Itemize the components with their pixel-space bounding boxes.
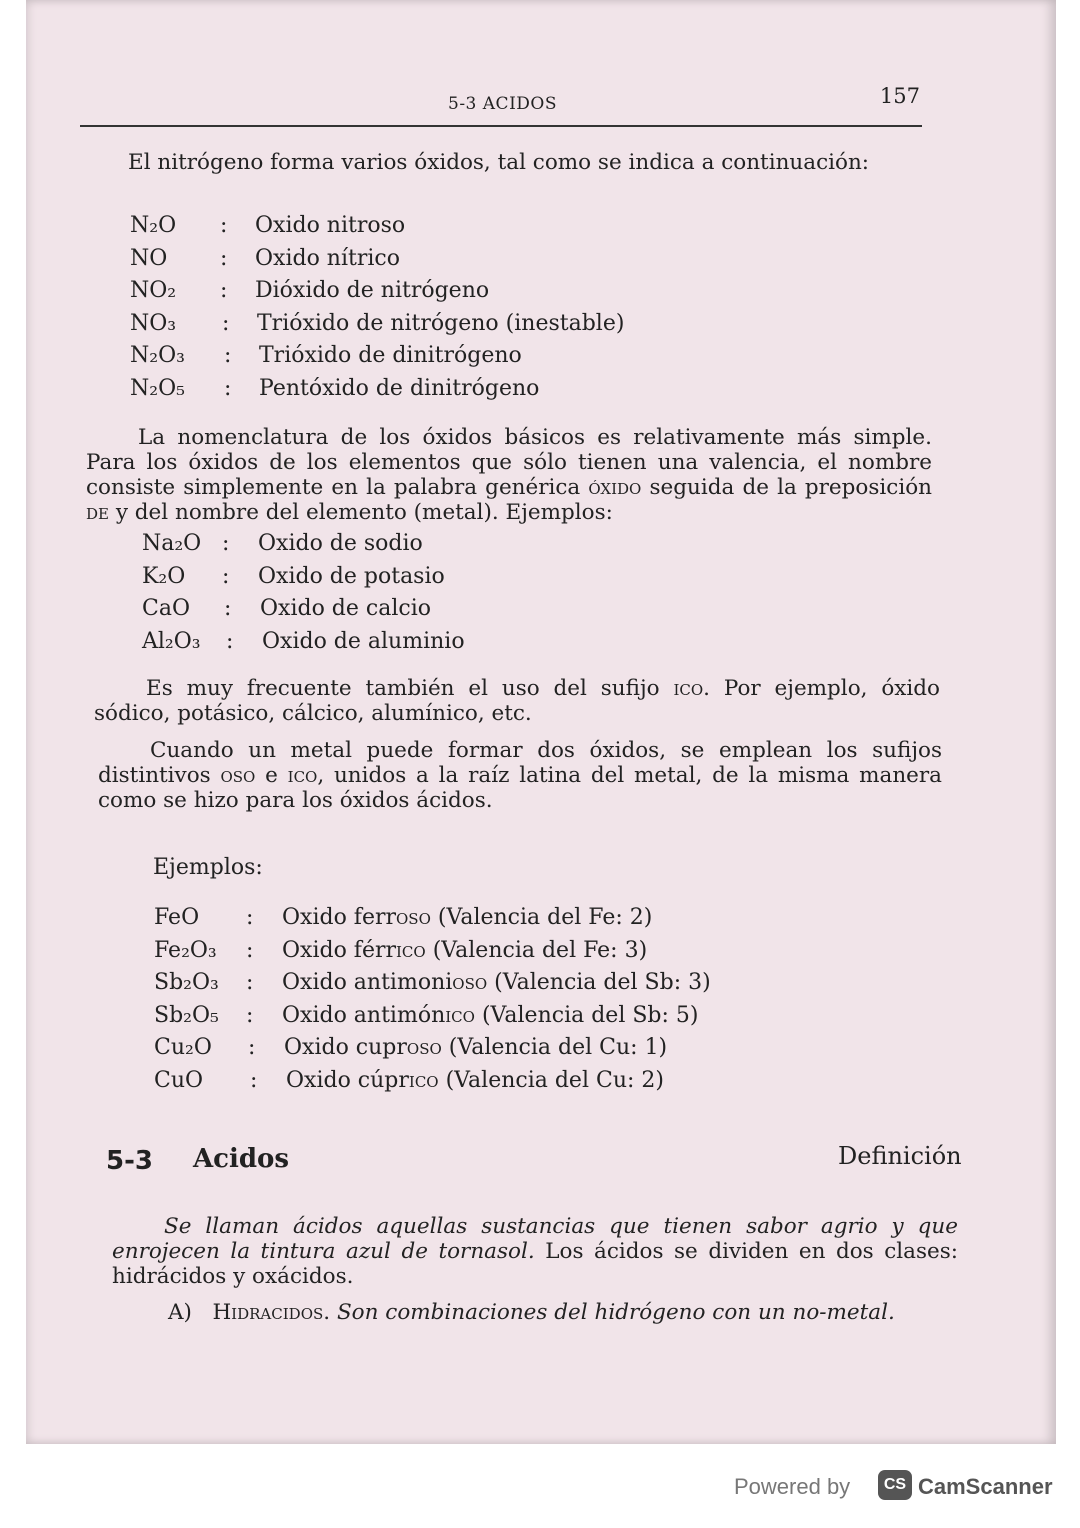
- metal-oxide-list: [154, 905, 854, 1100]
- formula: Na₂O: [142, 531, 202, 556]
- list-item: FeO : Oxido ferroso (Valencia del Fe: 2): [154, 905, 653, 930]
- keyword-oxido: óxido: [588, 475, 642, 500]
- list-item: NO₃ : Trióxido de nitrógeno (inestable): [130, 310, 625, 336]
- formula: NO₃: [130, 310, 177, 336]
- oxide-name: Oxido nitroso: [255, 213, 406, 238]
- header-rule: [80, 80, 922, 127]
- definition-italic: Se llaman ácidos aquellas sustancias que tienen sabor agrio y que enrojecen la tintura azul de tornasol.: [112, 1214, 958, 1264]
- list-item: Na₂O : Oxido de sodio: [142, 531, 423, 556]
- camscanner-logo-icon: CS: [878, 1470, 912, 1500]
- formula: N₂O₅: [130, 375, 185, 401]
- nomenclature-paragraph: La nomenclatura de los óxidos básicos es relativamente más simple. Para los óxidos de los elementos que sólo tienen una valencia, el nombre consiste simplemente en la palabra genérica óxido seguida de la preposición de y del nombre del elemento (metal). Ejemplos:: [86, 425, 932, 525]
- oso-ico-paragraph: Cuando un metal puede formar dos óxidos, se emplean los sufijos distintivos oso e ico, unidos a la raíz latina del metal, de la misma manera como se hizo para los óxidos ácidos.: [98, 738, 942, 813]
- keyword-hidracidos: Hidracidos.: [212, 1300, 331, 1325]
- page-number: 157: [879, 84, 920, 108]
- oxide-name: Oxido antimonioso (Valencia del Sb: 3): [282, 970, 711, 995]
- camscanner-brand: CamScanner: [918, 1474, 1053, 1499]
- oxide-name: Oxido de sodio: [258, 531, 423, 556]
- oxide-name: Trióxido de nitrógeno (inestable): [257, 310, 625, 336]
- formula: Fe₂O₃: [154, 937, 217, 963]
- formula: CuO: [154, 1067, 204, 1093]
- formula: K₂O: [142, 563, 186, 589]
- ico-paragraph: Es muy frecuente también el uso del sufijo ico. Por ejemplo, óxido sódico, potásico, cálcico, alumínico, etc.: [94, 676, 940, 726]
- formula: FeO: [154, 905, 200, 930]
- nitrogen-oxide-list: [130, 213, 830, 408]
- formula: Sb₂O₅: [154, 1002, 219, 1028]
- list-item: N₂O : Oxido nitroso: [130, 213, 406, 238]
- keyword-de: de: [86, 500, 109, 525]
- running-head: 5-3 ACIDOS: [448, 94, 557, 114]
- oxide-name: Oxido de calcio: [260, 596, 431, 621]
- list-item: K₂O : Oxido de potasio: [142, 563, 445, 589]
- oxide-name: Oxido antimónico (Valencia del Sb: 5): [282, 1002, 699, 1028]
- oxide-name: Pentóxido de dinitrógeno: [259, 375, 540, 401]
- list-item: NO : Oxido nítrico: [130, 245, 400, 271]
- list-item: Al₂O₃ : Oxido de aluminio: [142, 628, 465, 654]
- oxide-name: Oxido cuproso (Valencia del Cu: 1): [284, 1035, 668, 1060]
- formula: Al₂O₃: [142, 628, 201, 654]
- formula: N₂O: [130, 213, 177, 238]
- section-title: Acidos: [193, 1144, 290, 1174]
- list-item: Sb₂O₅ : Oxido antimónico (Valencia del Sb: 5): [154, 1002, 699, 1028]
- basic-oxide-list: [142, 531, 742, 661]
- acid-definition: Se llaman ácidos aquellas sustancias que tienen sabor agrio y que enrojecen la tintura azul de tornasol. Los ácidos se dividen en dos clases: hidrácidos y oxácidos.: [112, 1214, 958, 1289]
- list-item: Cu₂O : Oxido cuproso (Valencia del Cu: 1): [154, 1035, 668, 1060]
- oxide-name: Oxido férrico (Valencia del Fe: 3): [282, 937, 648, 963]
- section-subtitle: Definición: [838, 1142, 962, 1170]
- formula: Cu₂O: [154, 1035, 212, 1060]
- list-item: N₂O₅ : Pentóxido de dinitrógeno: [130, 375, 540, 401]
- powered-by-text: Powered by: [734, 1474, 851, 1499]
- oxide-name: Oxido de aluminio: [262, 628, 465, 654]
- section-number: 5-3: [106, 1146, 153, 1176]
- list-item: CaO : Oxido de calcio: [142, 596, 431, 621]
- formula: CaO: [142, 596, 190, 621]
- list-item: N₂O₃ : Trióxido de dinitrógeno: [130, 343, 522, 368]
- examples-title: Ejemplos:: [153, 855, 263, 880]
- formula: NO: [130, 245, 168, 271]
- oxide-name: Oxido nítrico: [255, 245, 400, 271]
- keyword-ico: ico: [287, 763, 318, 788]
- hidracidos-line: A) Hidracidos. Son combinaciones del hidrógeno con un no-metal.: [168, 1300, 895, 1325]
- list-item: NO₂ : Dióxido de nitrógeno: [130, 278, 490, 303]
- list-item: Sb₂O₃ : Oxido antimonioso (Valencia del Sb: 3): [154, 970, 711, 995]
- formula: Sb₂O₃: [154, 970, 219, 995]
- keyword-ico: ico: [673, 676, 704, 701]
- list-item: Fe₂O₃ : Oxido férrico (Valencia del Fe: 3): [154, 937, 648, 963]
- formula: NO₂: [130, 278, 177, 303]
- oxide-name: Dióxido de nitrógeno: [255, 278, 490, 303]
- oxide-name: Oxido de potasio: [258, 563, 445, 589]
- oxide-name: Oxido cúprico (Valencia del Cu: 2): [286, 1067, 664, 1093]
- formula: N₂O₃: [130, 343, 185, 368]
- oxide-name: Trióxido de dinitrógeno: [259, 343, 522, 368]
- oxide-name: Oxido ferroso (Valencia del Fe: 2): [282, 905, 653, 930]
- intro-paragraph: El nitrógeno forma varios óxidos, tal como se indica a continuación:: [128, 150, 870, 175]
- list-item: CuO : Oxido cúprico (Valencia del Cu: 2): [154, 1067, 664, 1093]
- keyword-oso: oso: [220, 763, 256, 788]
